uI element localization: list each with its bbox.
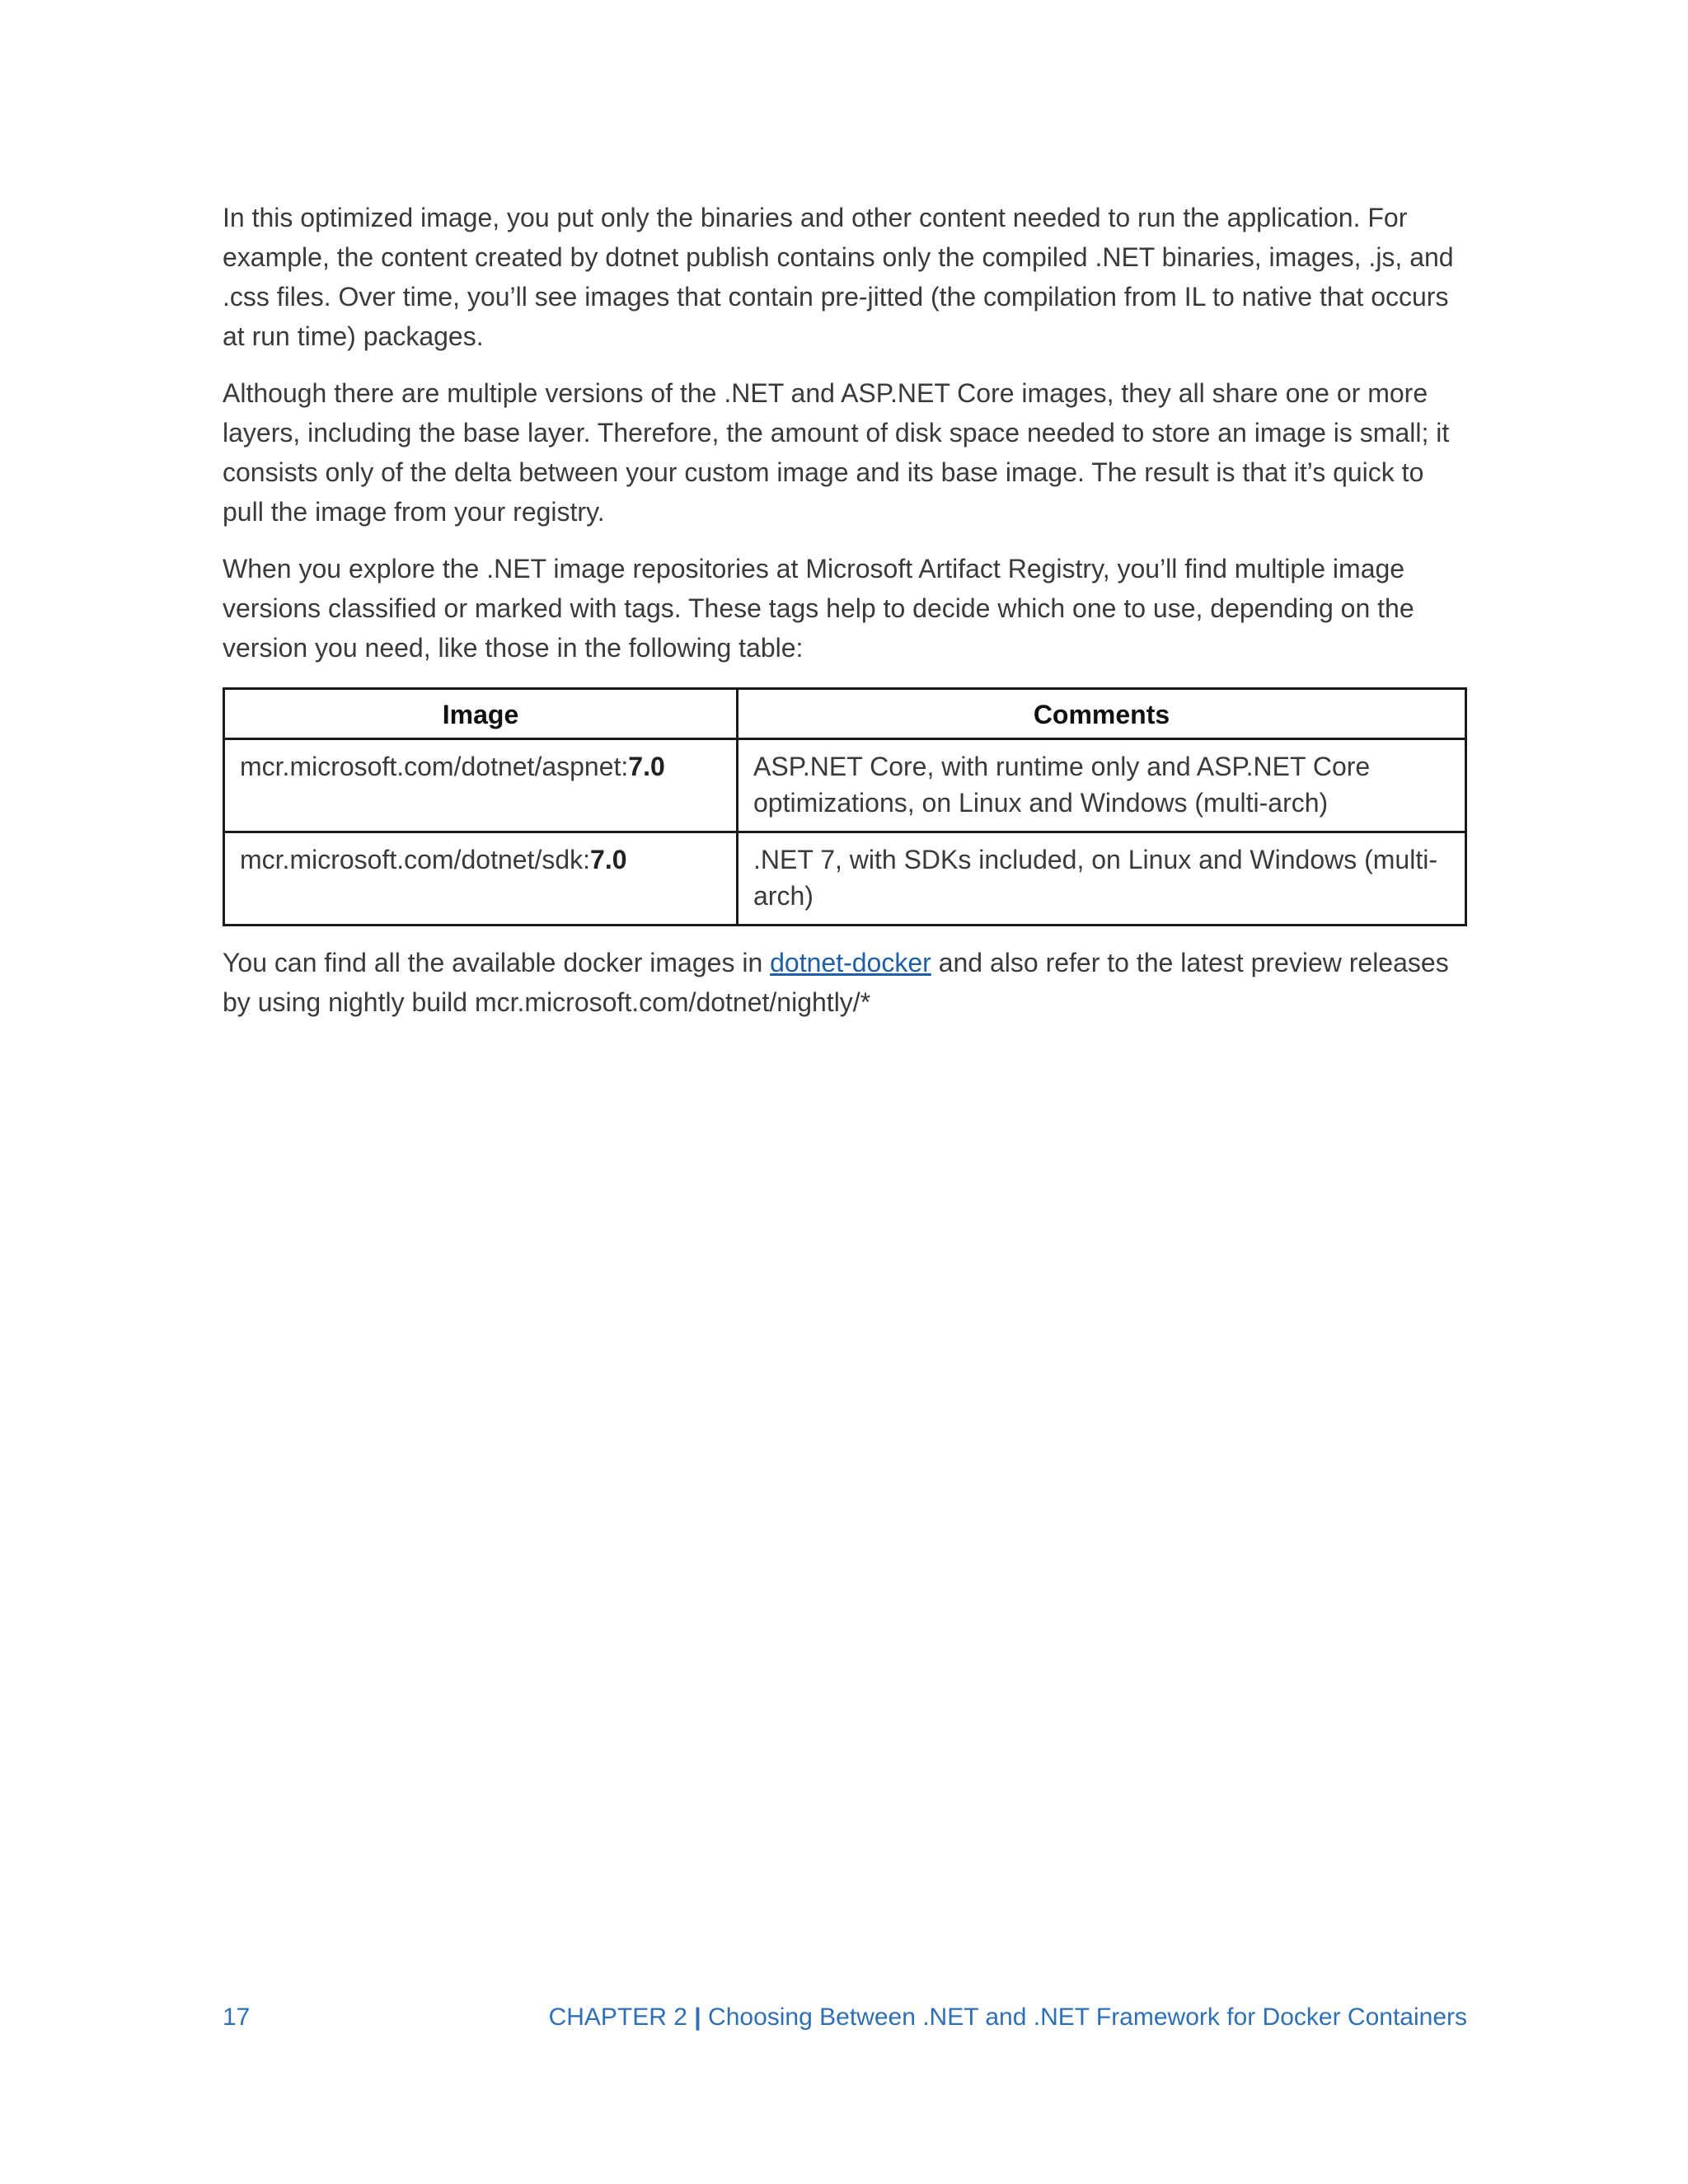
chapter-separator: |: [694, 2004, 701, 2031]
table-row: [224, 739, 1466, 832]
chapter-label: CHAPTER 2: [548, 2004, 687, 2031]
comment-cell: .NET 7, with SDKs included, on Linux and Windows (multi-arch): [738, 832, 1466, 926]
image-tag: 7.0: [628, 752, 665, 781]
image-name: mcr.microsoft.com/dotnet/sdk:: [240, 845, 591, 874]
chapter-title: Choosing Between .NET and .NET Framework for Docker Containers: [708, 2004, 1467, 2031]
comment-cell: ASP.NET Core, with runtime only and ASP.NET Core optimizations, on Linux and Windows (multi-arch): [738, 739, 1466, 832]
image-tag: 7.0: [590, 845, 627, 874]
paragraph-optimized-image: In this optimized image, you put only the binaries and other content needed to run the application. For example, the content created by dotnet publish contains only the compiled .NET binaries, images, .js, and .css files. Over time, you’ll see images that contain pre-jitted (the compilation from IL to native that occurs at run time) packages.: [223, 203, 1454, 351]
paragraph-image-repositories: When you explore the .NET image repositories at Microsoft Artifact Registry, you’ll find multiple image versions classified or marked with tags. These tags help to decide which one to use, depending on the version you need, like those in the following table:: [223, 554, 1414, 663]
dotnet-docker-link[interactable]: dotnet-docker: [770, 948, 931, 977]
paragraph-shared-layers: Although there are multiple versions of the .NET and ASP.NET Core images, they all share one or more layers, including the base layer. Therefore, the amount of disk space needed to store an image is small; it consists only of the delta between your custom image and its base image. The result is that it’s quick to pull the image from your registry.: [223, 378, 1450, 527]
closing-text-before-link: You can find all the available docker images in: [223, 948, 771, 977]
table-row: [224, 832, 1466, 926]
table-header-row: [224, 689, 1466, 739]
image-name: mcr.microsoft.com/dotnet/aspnet:: [240, 752, 629, 781]
image-cell: [224, 739, 738, 832]
page-number: 17: [223, 2004, 251, 2031]
chapter-heading: [549, 2001, 1467, 2034]
image-tags-table: [223, 687, 1467, 926]
image-cell: [224, 832, 738, 926]
closing-text-after-link: and also refer to the latest preview releases by using nightly build mcr.microsoft.com/dotnet/nightly/*: [223, 948, 1449, 1017]
page-content: [223, 198, 1467, 1039]
table-header-comments: Comments: [738, 689, 1466, 739]
table-header-image: Image: [224, 689, 738, 739]
paragraph-docker-images: [223, 943, 1467, 1022]
